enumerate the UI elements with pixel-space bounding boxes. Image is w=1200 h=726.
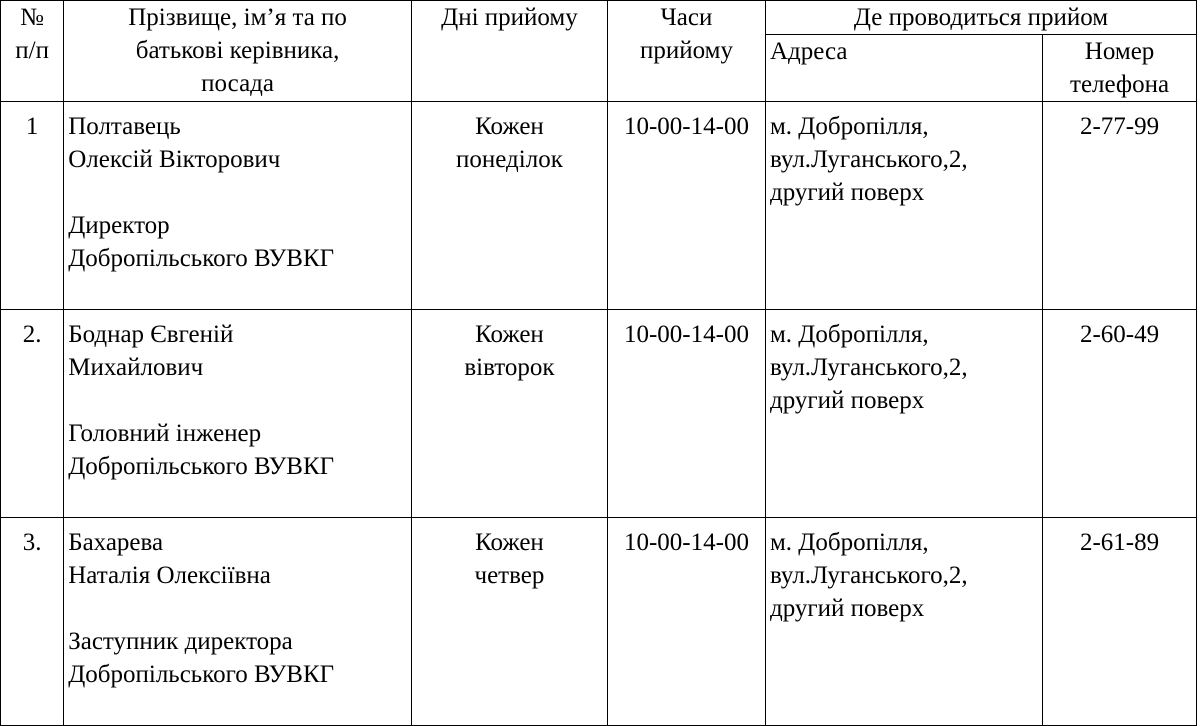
header-where: Де проводиться прийом — [765, 1, 1196, 35]
address-line: вул.Луганського,2, — [769, 146, 968, 173]
reception-address — [765, 102, 1042, 310]
header-name — [64, 1, 412, 102]
address-line: другий поверх — [769, 179, 925, 206]
reception-days-line: Кожен — [475, 321, 544, 348]
header-name-line: посада — [201, 70, 274, 97]
manager-given-names: Наталія Олексіївна — [68, 562, 271, 589]
header-number-line: № — [20, 4, 45, 31]
address-line: другий поверх — [769, 595, 925, 622]
header-time-line: Часи — [660, 4, 713, 31]
header-number-line: п/п — [15, 37, 49, 64]
manager-organization: Добропільського ВУВКГ — [68, 453, 335, 480]
header-phone-line: Номер — [1084, 38, 1155, 65]
manager-surname: Бахарева — [68, 529, 164, 556]
reception-days-line: понеділок — [456, 146, 563, 173]
reception-days — [411, 310, 607, 518]
manager-organization: Добропільського ВУВКГ — [68, 245, 335, 272]
row-number: 3. — [1, 518, 64, 726]
address-line: м. Добропілля, — [769, 529, 929, 556]
reception-hours: 10-00-14-00 — [607, 310, 765, 518]
header-time — [607, 1, 765, 102]
header-phone — [1043, 35, 1197, 102]
address-line: вул.Луганського,2, — [769, 562, 968, 589]
address-line: вул.Луганського,2, — [769, 354, 968, 381]
header-name-line: Прізвище, ім’я та по — [128, 4, 347, 31]
header-name-line: батькові керівника, — [135, 37, 340, 64]
phone-number: 2-61-89 — [1043, 518, 1197, 726]
header-phone-line: телефона — [1070, 71, 1170, 98]
manager-given-names: Олексій Вікторович — [68, 146, 281, 173]
reception-address — [765, 310, 1042, 518]
address-line: м. Добропілля, — [769, 113, 929, 140]
table-row — [1, 310, 1197, 518]
manager-position: Головний інженер — [68, 420, 262, 447]
manager-position: Заступник директора — [68, 628, 293, 655]
manager-surname: Полтавець — [68, 113, 181, 140]
header-number — [1, 1, 64, 102]
table-row — [1, 102, 1197, 310]
header-time-line: прийому — [639, 37, 733, 64]
reception-address — [765, 518, 1042, 726]
manager-given-names: Михайлович — [68, 354, 204, 381]
manager-cell — [64, 102, 412, 310]
reception-hours: 10-00-14-00 — [607, 102, 765, 310]
manager-organization: Добропільського ВУВКГ — [68, 661, 335, 688]
row-number: 1 — [1, 102, 64, 310]
reception-days-line: Кожен — [475, 113, 544, 140]
reception-days — [411, 518, 607, 726]
table-row — [1, 518, 1197, 726]
header-address: Адреса — [765, 35, 1042, 102]
address-line: другий поверх — [769, 387, 925, 414]
reception-days-line: четвер — [474, 562, 545, 589]
table-header-row — [1, 1, 1197, 35]
reception-hours: 10-00-14-00 — [607, 518, 765, 726]
manager-cell — [64, 310, 412, 518]
header-days-line: Дні прийому — [441, 4, 578, 31]
address-line: м. Добропілля, — [769, 321, 929, 348]
row-number: 2. — [1, 310, 64, 518]
reception-days-line: вівторок — [464, 354, 555, 381]
header-days — [411, 1, 607, 102]
manager-position: Директор — [68, 212, 170, 239]
reception-days-line: Кожен — [475, 529, 544, 556]
reception-days — [411, 102, 607, 310]
phone-number: 2-60-49 — [1043, 310, 1197, 518]
phone-number: 2-77-99 — [1043, 102, 1197, 310]
manager-cell — [64, 518, 412, 726]
manager-surname: Боднар Євгеній — [68, 321, 234, 348]
